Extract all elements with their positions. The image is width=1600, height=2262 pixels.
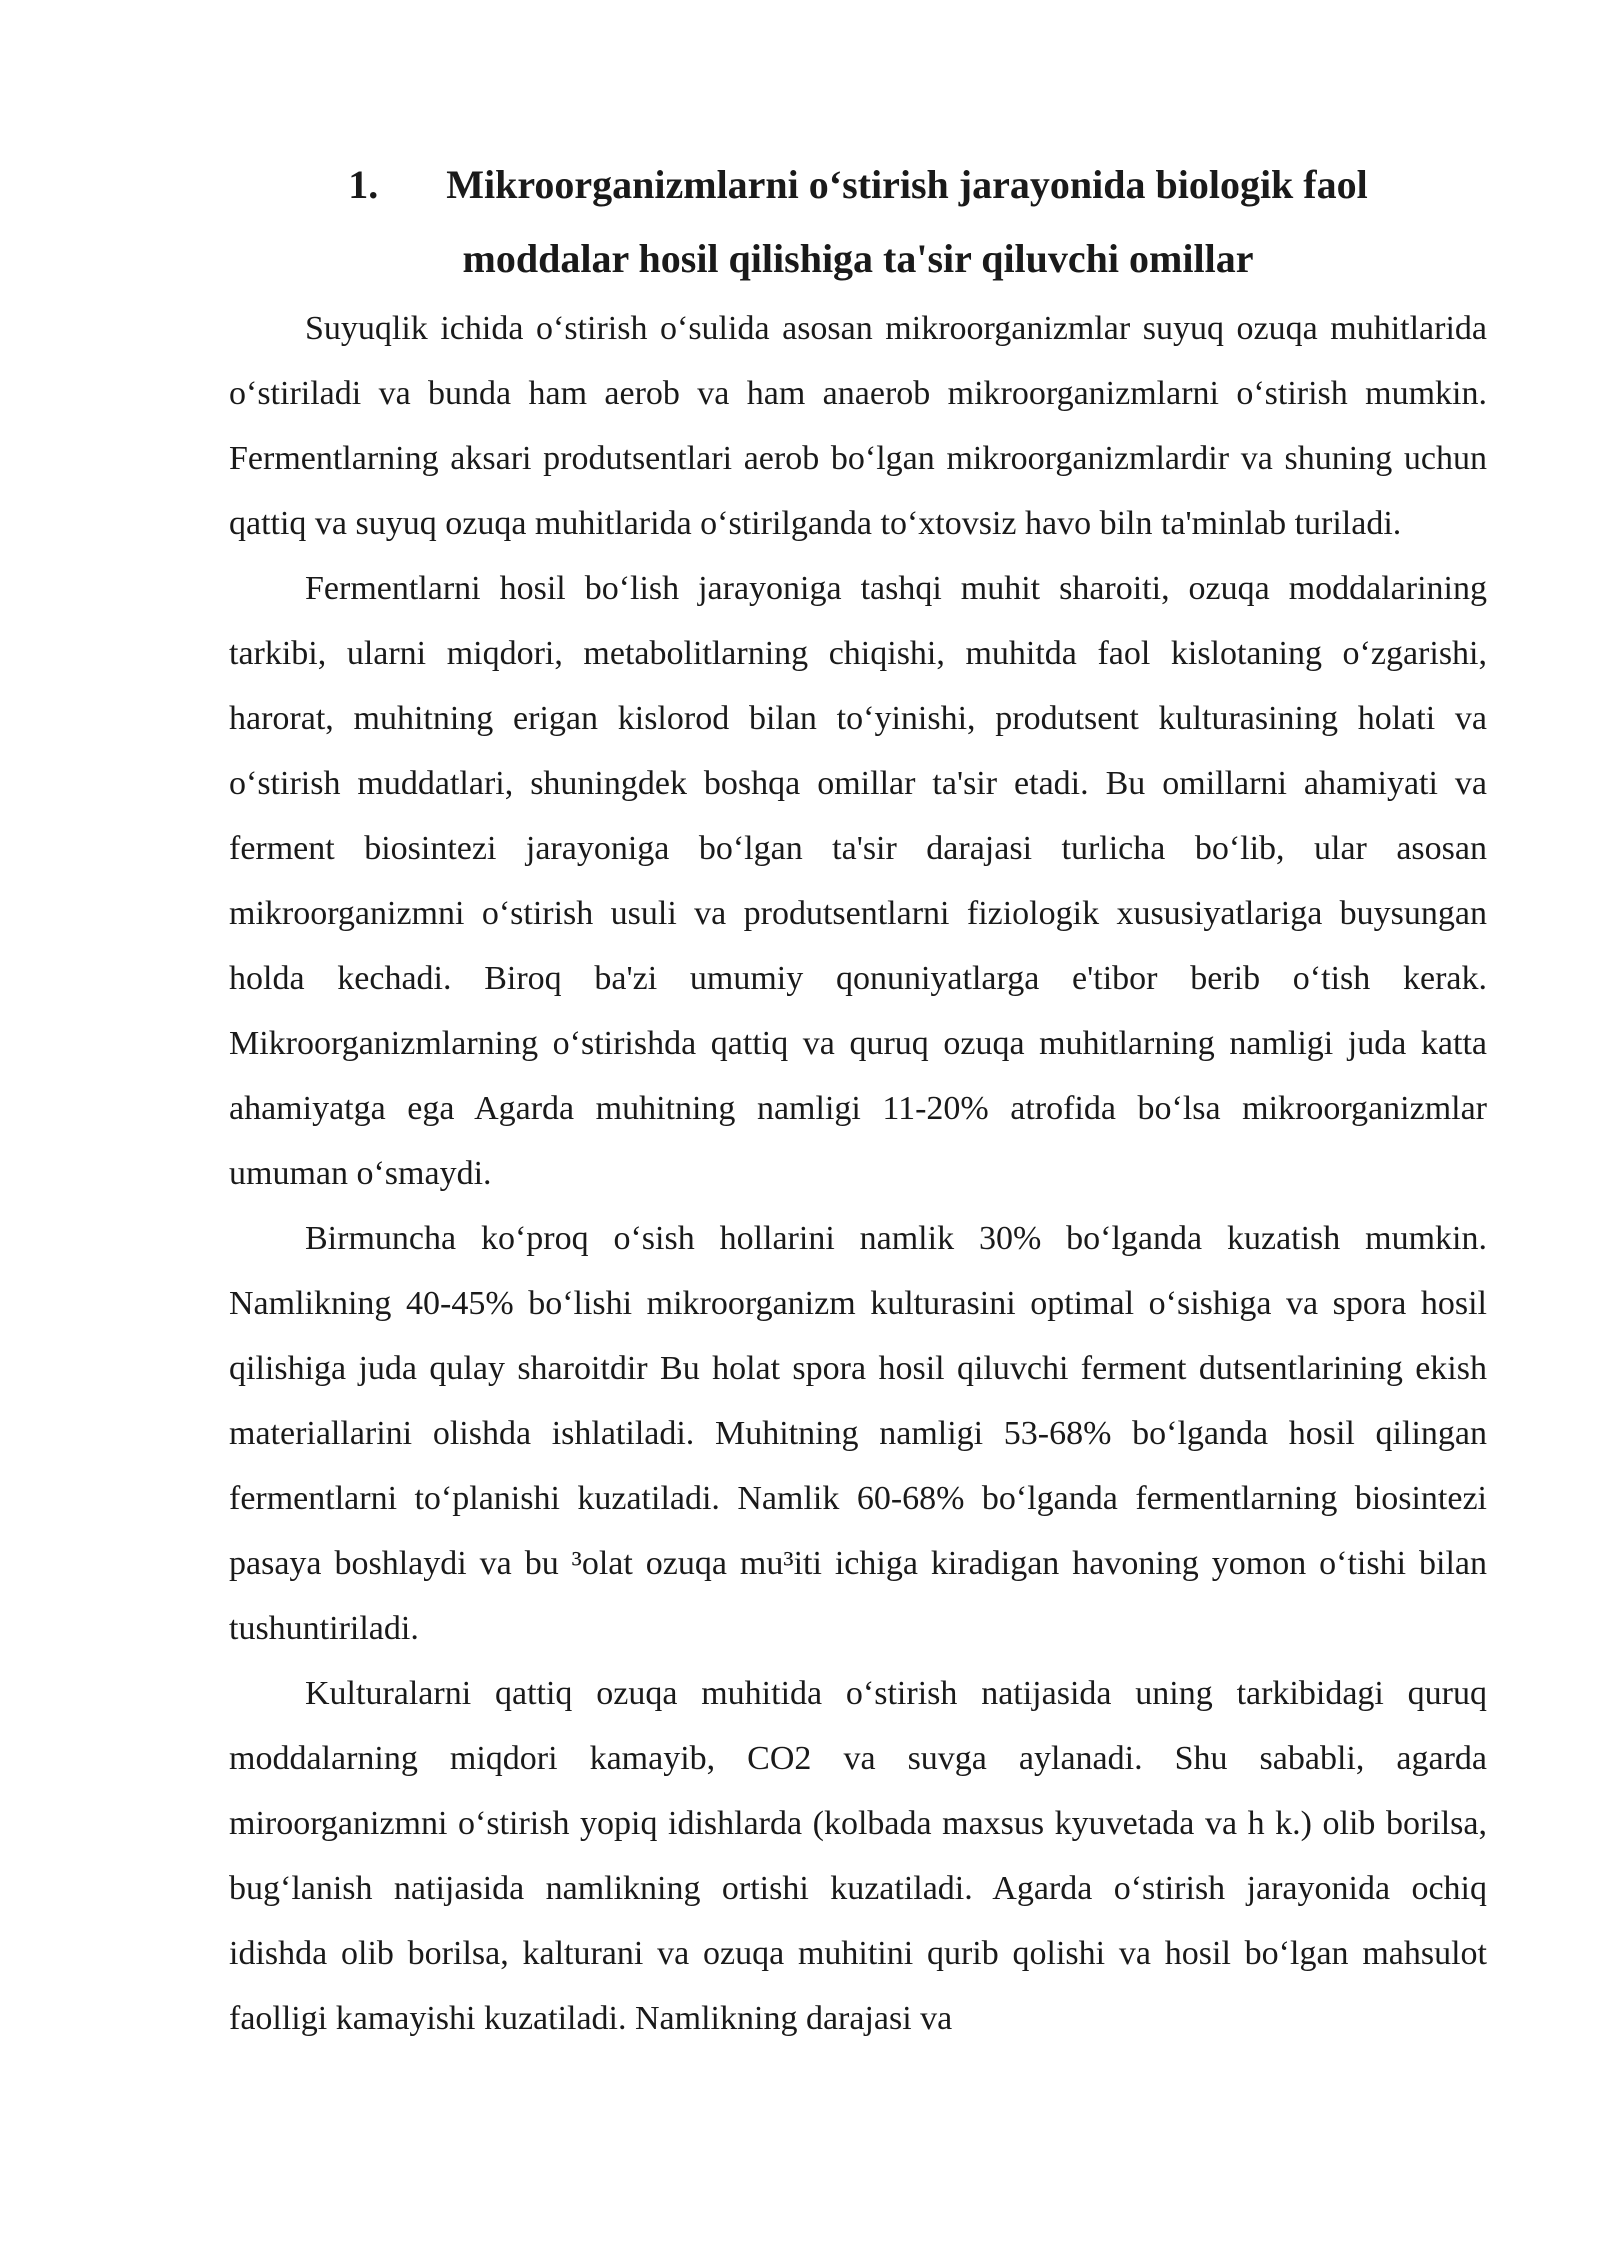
paragraph-1: Suyuqlik ichida o‘stirish o‘sulida asosan mikroorganizmlar suyuq ozuqa muhitlarida o‘stiriladi va bunda ham aerob va ham anaerob mikroorganizmlarni o‘stirish mumkin. Fermentlarning aksari produtsentlari aerob bo‘lgan mikroorganizmlardir va shuning uchun qattiq va suyuq ozuqa muhitlarida o‘stirilganda to‘xtovsiz havo biln ta'minlab turiladi.	[229, 310, 1487, 542]
section-heading	[229, 148, 1487, 296]
heading-line-1	[229, 148, 1487, 222]
document-page	[229, 148, 1487, 2051]
paragraph-2: Fermentlarni hosil bo‘lish jarayoniga tashqi muhit sharoiti, ozuqa moddalarining tarkibi, ularni miqdori, metabolitlarning chiqishi, muhitda faol kislotaning o‘zgarishi, harorat, muhitning erigan kislorod bilan to‘yinishi, produtsent kulturasining holati va o‘stirish muddatlari, shuningdek boshqa omillar ta'sir etadi. Bu omillarni ahamiyati va ferment biosintezi jarayoniga bo‘lgan ta'sir darajasi turlicha bo‘lib, ular asosan mikroorganizmni o‘stirish usuli va produtsentlarni fiziologik xususiyatlariga buysungan holda kechadi. Biroq ba'zi umumiy qonuniyatlarga e'tibor berib o‘tish kerak. Mikroorganizmlarning o‘stirishda qattiq va quruq ozuqa muhitlarning namligi juda katta ahamiyatga ega Agarda muhitning namligi 11-20% atrofida bo‘lsa mikroorganizmlar umuman o‘smaydi.	[229, 570, 1487, 1192]
heading-text-1: Mikroorganizmlarni o‘stirish jarayonida biologik faol	[446, 162, 1368, 207]
paragraph-4: Kulturalarni qattiq ozuqa muhitida o‘stirish natijasida uning tarkibidagi quruq moddalarning miqdori kamayib, CO2 va suvga aylanadi. Shu sababli, agarda miroorganizmni o‘stirish yopiq idishlarda (kolbada maxsus kyuvetada va h k.) olib borilsa, bug‘lanish natijasida namlikning ortishi kuzatiladi. Agarda o‘stirish jarayonida ochiq idishda olib borilsa, kalturani va ozuqa muhitini qurib qolishi va hosil bo‘lgan mahsulot faolligi kamayishi kuzatiladi. Namlikning darajasi va	[229, 1675, 1487, 2037]
heading-line-2: moddalar hosil qilishiga ta'sir qiluvchi omillar	[462, 236, 1254, 281]
paragraph-3: Birmuncha ko‘proq o‘sish hollarini namlik 30% bo‘lganda kuzatish mumkin. Namlikning 40-45% bo‘lishi mikroorganizm kulturasini optimal o‘sishiga va spora hosil qilishiga juda qulay sharoitdir Bu holat spora hosil qiluvchi ferment dutsentlarining ekish materiallarini olishda ishlatiladi. Muhitning namligi 53-68% bo‘lganda hosil qilingan fermentlarni to‘planishi kuzatiladi. Namlik 60-68% bo‘lganda fermentlarning biosintezi pasaya boshlaydi va bu ³olat ozuqa mu³iti ichiga kiradigan havoning yomon o‘tishi bilan tushuntiriladi.	[229, 1220, 1487, 1647]
section-number: 1.	[348, 162, 379, 207]
